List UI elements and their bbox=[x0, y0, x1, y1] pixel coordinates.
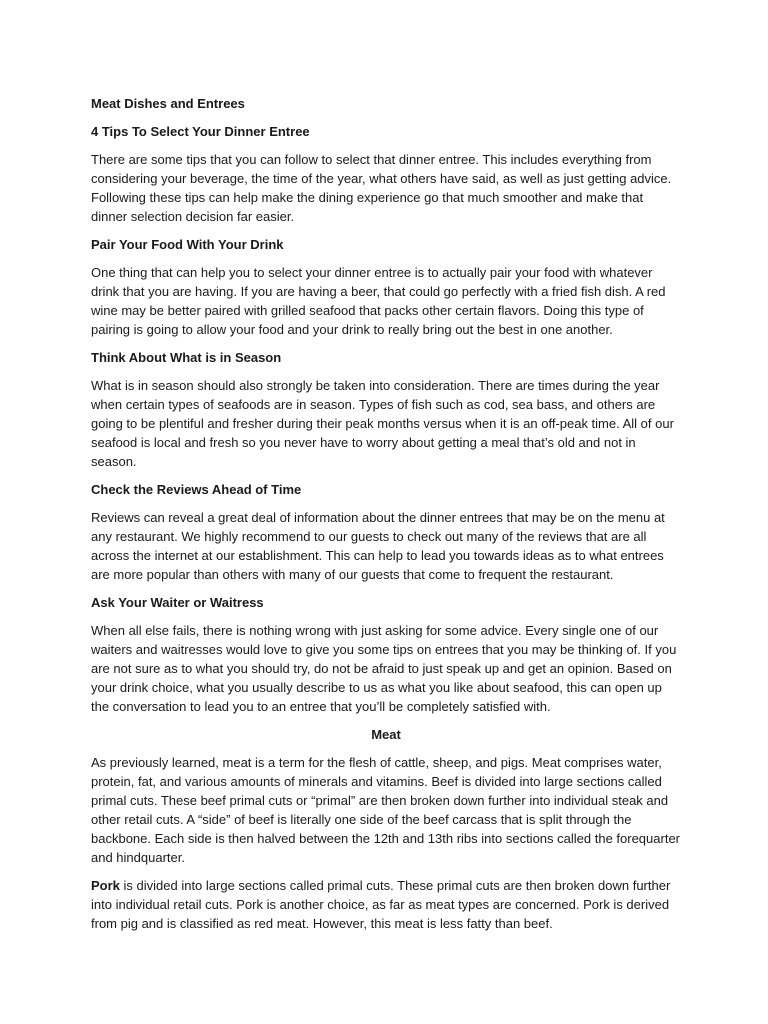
section-paragraph-pair-food: One thing that can help you to select your dinner entree is to actually pair your food with whatever drink that you are having. If you are having a beer, that could go perfectly with a fried fish dish. A red wine may be better paired with grilled seafood that packs other certain flavors. Doing this type of pairing is going to allow your food and your drink to really bring out the best in one another. bbox=[91, 265, 666, 337]
section-paragraph-ask-waiter: When all else fails, there is nothing wrong with just asking for some advice. Every single one of our waiters and waitresses would love to give you some tips on entrees that you may be thinking of. If you are not sure as to what you should try, do not be afraid to just speak up and get an opinion. Based on your drink choice, what you usually describe to us as what you like about seafood, this can open up the conversation to lead you to an entree that you’ll be completely satisfied with. bbox=[91, 623, 677, 714]
meat-paragraph: As previously learned, meat is a term for the flesh of cattle, sheep, and pigs. Meat comprises water, protein, fat, and various amounts of minerals and vitamins. Beef is divided into large sections called primal cuts. These beef primal cuts or “primal” are then broken down further into individual steak and other retail cuts. A “side” of beef is literally one side of the beef carcass that is split through the backbone. Each side is then halved between the 12th and 13th ribs into sections called the forequarter and hindquarter. bbox=[91, 755, 680, 865]
section-heading-ask-waiter: Ask Your Waiter or Waitress bbox=[91, 595, 264, 610]
section-heading-in-season: Think About What is in Season bbox=[91, 350, 282, 365]
document-title: Meat Dishes and Entrees bbox=[91, 96, 245, 111]
pork-paragraph bbox=[91, 876, 681, 933]
pork-paragraph-text: is divided into large sections called primal cuts. These primal cuts are then broken down further into individual retail cuts. Pork is another choice, as far as meat types are concerned. Pork is derived from pig and is classified as red meat. However, this meat is less fatty than beef. bbox=[91, 878, 671, 931]
section-heading-pair-food: Pair Your Food With Your Drink bbox=[91, 237, 284, 252]
section-paragraph-in-season: What is in season should also strongly be taken into consideration. There are times during the year when certain types of seafoods are in season. Types of fish such as cod, sea bass, and others are going to be plentiful and fresher during their peak months versus when it is an off-peak time. All of our seafood is local and fresh so you never have to worry about getting a meal that’s old and not in season. bbox=[91, 378, 674, 469]
intro-paragraph: There are some tips that you can follow to select that dinner entree. This includes everything from considering your beverage, the time of the year, what others have said, as well as just getting advice. Following these tips can help make the dining experience go that much smoother and make that dinner selection decision far easier. bbox=[91, 152, 672, 224]
section-paragraph-reviews: Reviews can reveal a great deal of information about the dinner entrees that may be on the menu at any restaurant. We highly recommend to our guests to check out many of the reviews that are all across the internet at our establishment. This can help to lead you towards ideas as to what entrees are more popular than others with many of our guests that come to frequent the restaurant. bbox=[91, 510, 665, 582]
pork-lead-word: Pork bbox=[91, 878, 120, 893]
meat-heading: Meat bbox=[371, 727, 401, 742]
document-page bbox=[91, 94, 681, 942]
section-heading-reviews: Check the Reviews Ahead of Time bbox=[91, 482, 302, 497]
document-subtitle: 4 Tips To Select Your Dinner Entree bbox=[91, 124, 310, 139]
